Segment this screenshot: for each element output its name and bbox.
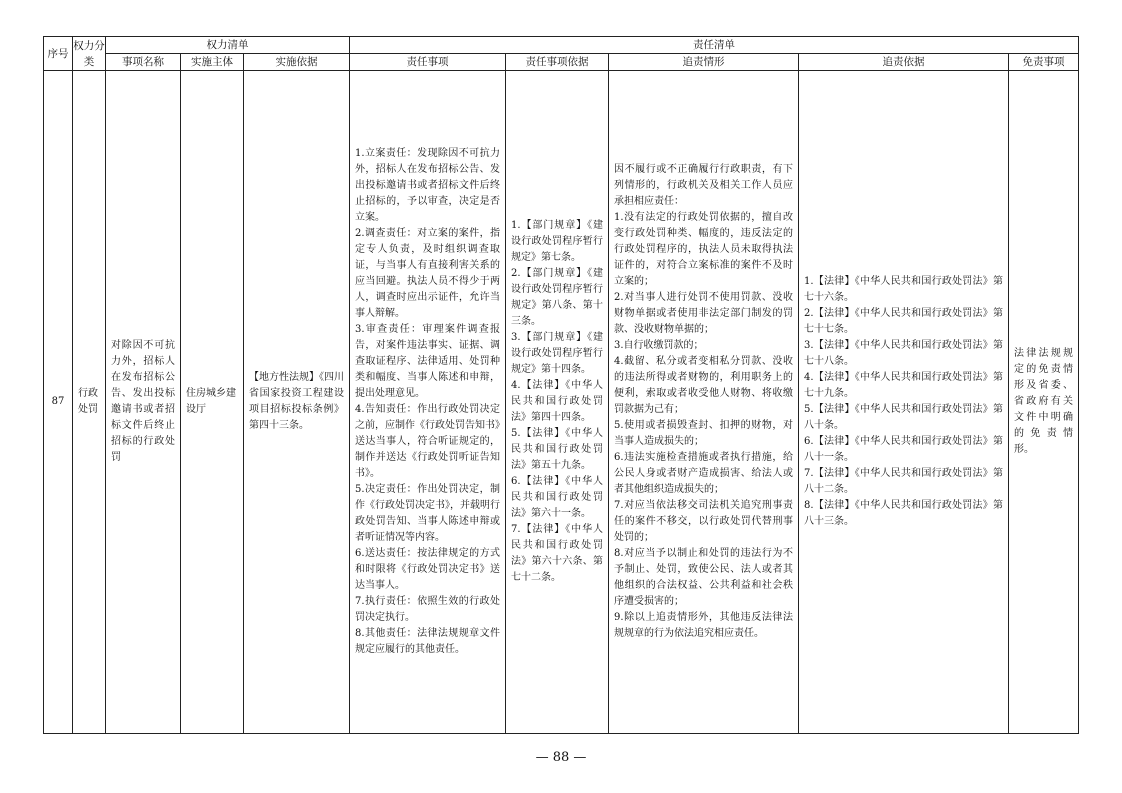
accountability-item: 9.除以上追责情形外，其他违反法律法规规章的行为依法追究相应责任。	[614, 612, 794, 639]
cell-duty-items	[350, 71, 506, 734]
cell-category: 行政处罚	[73, 71, 106, 734]
cell-seq: 87	[44, 71, 73, 734]
accountability-basis-item: 4.【法律】《中华人民共和国行政处罚法》第七十九条。	[804, 372, 1004, 399]
header-row-2	[44, 54, 1079, 71]
duty-item: 2.调查责任：对立案的案件，指定专人负责，及时组织调查取证，与当事人有直接利害关系的应当回避。执法人员不得少于两人，调查时应出示证件，允许当事人辩解。	[355, 228, 501, 319]
table-row	[44, 71, 1079, 734]
accountability-item: 因不履行或不正确履行行政职责，有下列情形的，行政机关及相关工作人员应承担相应责任：	[614, 164, 794, 207]
duty-item: 6.送达责任：按法律规定的方式和时限将《行政处罚决定书》送达当事人。	[355, 548, 501, 591]
duty-item: 7.执行责任：依照生效的行政处罚决定执行。	[355, 596, 501, 623]
cell-accountability	[609, 71, 799, 734]
header-subject: 实施主体	[181, 54, 244, 71]
cell-subject: 住房城乡建设厅	[181, 71, 244, 734]
accountability-item: 5.使用或者损毁查封、扣押的财物，对当事人造成损失的；	[614, 420, 794, 447]
header-seq: 序号	[44, 37, 73, 71]
accountability-basis-item: 5.【法律】《中华人民共和国行政处罚法》第八十条。	[804, 404, 1004, 431]
cell-item-name: 对除因不可抗力外，招标人在发布招标公告、发出投标邀请书或者招标文件后终止招标的行政处罚	[106, 71, 181, 734]
header-accountability: 追责情形	[609, 54, 799, 71]
header-exemption: 免责事项	[1009, 54, 1079, 71]
accountability-item: 6.违法实施检查措施或者执行措施，给公民人身或者财产造成损害、给法人或者其他组织造成损失的；	[614, 452, 794, 495]
accountability-basis-item: 2.【法律】《中华人民共和国行政处罚法》第七十七条。	[804, 308, 1004, 335]
duty-basis-item: 7.【法律】《中华人民共和国行政处罚法》第六十六条、第七十二条。	[511, 524, 604, 583]
cell-accountability-basis	[799, 71, 1009, 734]
header-category: 权力分类	[73, 37, 106, 71]
accountability-item: 3.自行收缴罚款的；	[614, 340, 704, 351]
accountability-basis-item: 3.【法律】《中华人民共和国行政处罚法》第七十八条。	[804, 340, 1004, 367]
duty-basis-item: 1.【部门规章】《建设行政处罚程序暂行规定》第七条。	[511, 220, 604, 263]
accountability-item: 1.没有法定的行政处罚依据的，擅自改变行政处罚种类、幅度的，违反法定的行政处罚程序的，执法人员未取得执法证件的，对符合立案标准的案件不及时立案的；	[614, 212, 794, 287]
power-responsibility-table	[43, 36, 1079, 734]
duty-item: 1.立案责任：发现除因不可抗力外，招标人在发布招标公告、发出投标邀请书或者招标文件后终止招标的，予以审查，决定是否立案。	[355, 148, 501, 223]
accountability-basis-item: 6.【法律】《中华人民共和国行政处罚法》第八十一条。	[804, 436, 1004, 463]
duty-basis-item: 3.【部门规章】《建设行政处罚程序暂行规定》第十四条。	[511, 332, 604, 375]
accountability-basis-item: 8.【法律】《中华人民共和国行政处罚法》第八十三条。	[804, 500, 1004, 527]
header-item-name: 事项名称	[106, 54, 181, 71]
duty-basis-item: 6.【法律】《中华人民共和国行政处罚法》第六十一条。	[511, 476, 604, 519]
header-power-list: 权力清单	[106, 37, 350, 54]
header-duty-items: 责任事项	[350, 54, 506, 71]
accountability-item: 8.对应当予以制止和处罚的违法行为不予制止、处罚，致使公民、法人或者其他组织的合法权益、公共利益和社会秩序遭受损害的；	[614, 548, 794, 607]
header-basis: 实施依据	[244, 54, 350, 71]
cell-exemption: 法律法规规定的免责情形及省委、省政府有关文件中明确的免责情形。	[1009, 71, 1079, 734]
duty-item: 4.告知责任：作出行政处罚决定之前，应制作《行政处罚告知书》送达当事人，符合听证规定的，制作并送达《行政处罚听证告知书》。	[355, 404, 501, 479]
accountability-item: 2.对当事人进行处罚不使用罚款、没收财物单据或者使用非法定部门制发的罚款、没收财物单据的；	[614, 292, 794, 335]
duty-basis-item: 5.【法律】《中华人民共和国行政处罚法》第五十九条。	[511, 428, 604, 471]
page-number: — 88 —	[535, 750, 587, 765]
header-duty-list: 责任清单	[350, 37, 1079, 54]
header-accountability-basis: 追责依据	[799, 54, 1009, 71]
cell-duty-basis	[506, 71, 609, 734]
accountability-item: 4.截留、私分或者变相私分罚款、没收的违法所得或者财物的，利用职务上的便利，索取或者收受他人财物、将收缴罚款据为己有；	[614, 356, 794, 415]
accountability-basis-item: 1.【法律】《中华人民共和国行政处罚法》第七十六条。	[804, 276, 1004, 303]
cell-basis: 【地方性法规】《四川省国家投资工程建设项目招标投标条例》第四十三条。	[244, 71, 350, 734]
duty-item: 8.其他责任：法律法规规章文件规定应履行的其他责任。	[355, 628, 501, 655]
duty-item: 3.审查责任：审理案件调查报告，对案件违法事实、证据、调查取证程序、法律适用、处罚种类和幅度、当事人陈述和申辩，提出处理意见。	[355, 324, 501, 399]
accountability-basis-item: 7.【法律】《中华人民共和国行政处罚法》第八十二条。	[804, 468, 1004, 495]
header-duty-basis: 责任事项依据	[506, 54, 609, 71]
accountability-item: 7.对应当依法移交司法机关追究刑事责任的案件不移交，以行政处罚代替刑事处罚的；	[614, 500, 794, 543]
duty-item: 5.决定责任：作出处罚决定，制作《行政处罚决定书》，并载明行政处罚告知、当事人陈述申辩或者听证情况等内容。	[355, 484, 501, 543]
duty-basis-item: 2.【部门规章】《建设行政处罚程序暂行规定》第八条、第十三条。	[511, 268, 604, 327]
duty-basis-item: 4.【法律】《中华人民共和国行政处罚法》第四十四条。	[511, 380, 604, 423]
header-row-1	[44, 37, 1079, 54]
